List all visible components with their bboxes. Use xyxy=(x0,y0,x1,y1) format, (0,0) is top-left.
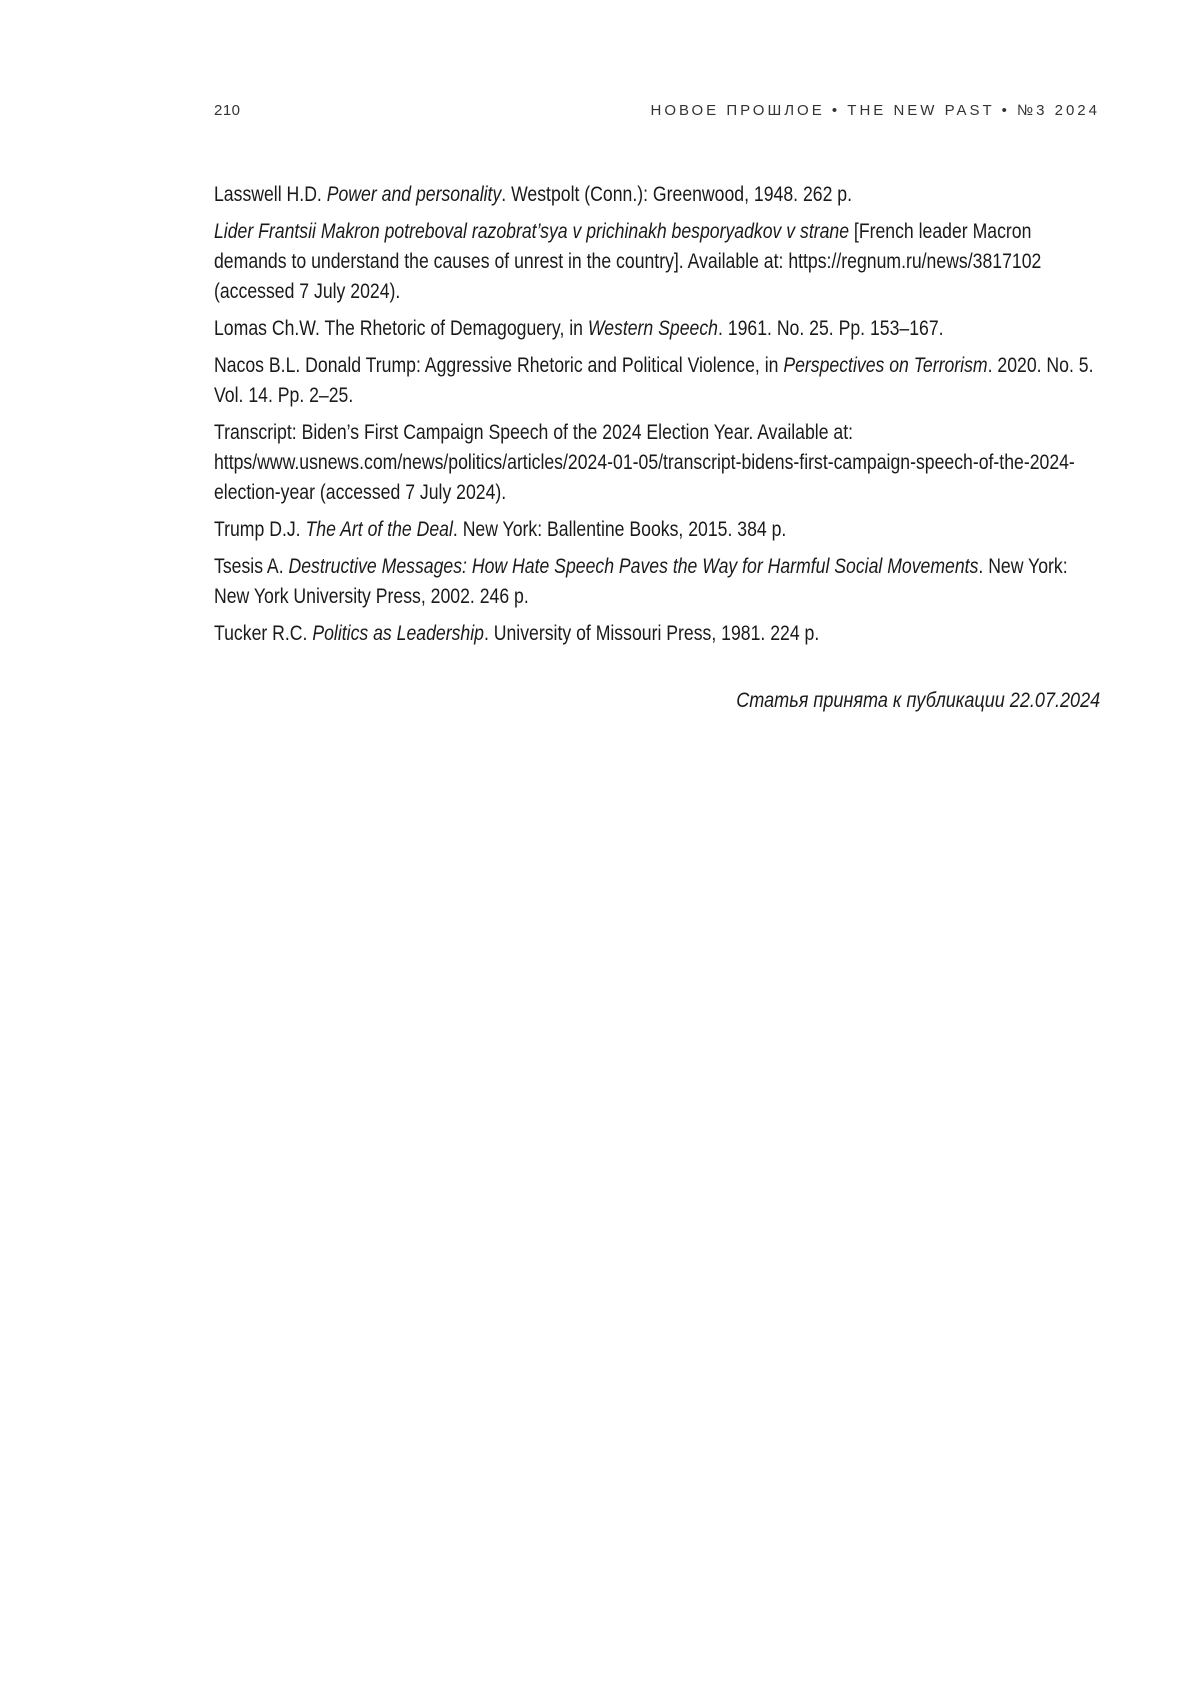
reference-title: Lider Frantsii Makron potreboval razobrat’sya v prichinakh besporyadkov v strane xyxy=(214,220,850,243)
acceptance-note: Статья принята к публикации 22.07.2024 xyxy=(736,689,1100,712)
reference-text: Tucker R.C. xyxy=(214,622,313,645)
reference-entry xyxy=(214,619,1100,649)
reference-text: Lomas Ch.W. The Rhetoric of Demagoguery, in xyxy=(214,317,588,340)
reference-title: Politics as Leadership xyxy=(312,622,484,645)
reference-entry xyxy=(214,418,1100,508)
reference-title: The Art of the Deal xyxy=(305,518,453,541)
page-number: 210 xyxy=(214,102,241,119)
reference-text: . 2020. No. 5. Vol. 14. Pp. 2–25. xyxy=(214,354,1094,407)
journal-title: НОВОЕ ПРОШЛОЕ • THE NEW PAST • №3 2024 xyxy=(650,102,1100,119)
reference-text: . 1961. No. 25. Pp. 153–167. xyxy=(717,317,944,340)
reference-text: [French leader Macron demands to understand the causes of unrest in the country]. Available at: https://regnum.ru/news/3817102 (accessed 7 July 2024). xyxy=(214,220,1042,303)
reference-entry xyxy=(214,515,1100,545)
reference-entry xyxy=(214,314,1100,344)
reference-text: . University of Missouri Press, 1981. 224 p. xyxy=(483,622,820,645)
reference-entry xyxy=(214,552,1100,612)
reference-title: Destructive Messages: How Hate Speech Paves the Way for Harmful Social Movements xyxy=(288,555,979,578)
reference-text: . New York: Ballentine Books, 2015. 384 p. xyxy=(452,518,787,541)
reference-title: Power and personality xyxy=(326,183,502,206)
running-head xyxy=(214,102,1100,119)
reference-entry xyxy=(214,351,1100,411)
reference-title: Western Speech xyxy=(587,317,718,340)
reference-entry xyxy=(214,217,1100,307)
reference-text: Trump D.J. xyxy=(214,518,306,541)
reference-list xyxy=(214,180,1100,656)
reference-text: Nacos B.L. Donald Trump: Aggressive Rhetoric and Political Violence, in xyxy=(214,354,784,377)
reference-text: Tsesis A. xyxy=(214,555,289,578)
reference-text: Transcript: Biden’s First Campaign Speech of the 2024 Election Year. Available at: https/www.usnews.com/news/politics/articles/2024-01-05/transcript-bidens-first-campaign-speech-of-the-2024-election-year (accessed 7 July 2024). xyxy=(214,421,1075,504)
reference-text: . Westpolt (Conn.): Greenwood, 1948. 262 p. xyxy=(501,183,853,206)
reference-text: . New York: New York University Press, 2002. 246 p. xyxy=(214,555,1068,608)
reference-text: Lasswell H.D. xyxy=(214,183,327,206)
reference-entry xyxy=(214,180,1100,210)
reference-title: Perspectives on Terrorism xyxy=(783,354,988,377)
